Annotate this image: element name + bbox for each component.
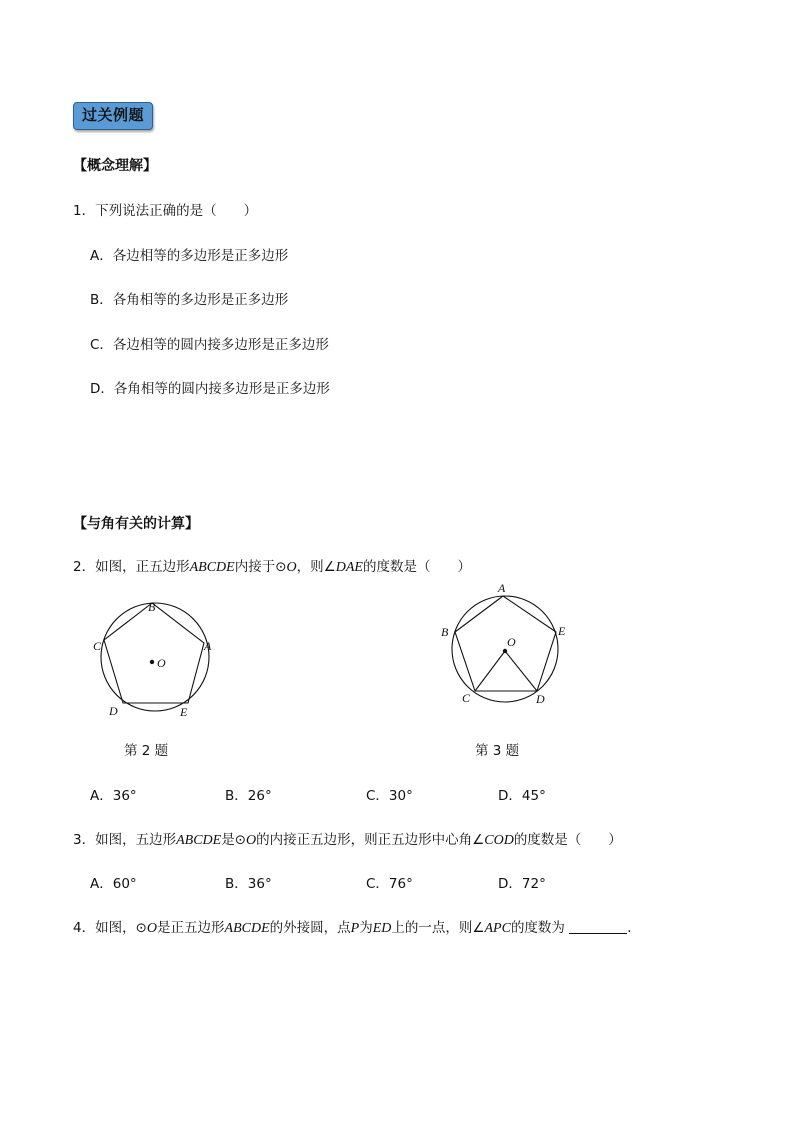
q4-text-7: ． [627,920,641,936]
question-1-option-d: D．各角相等的圆内接多边形是正多边形 [90,381,330,397]
question-3-option-a: A．60° [90,876,137,892]
fig3-label-b: B [441,625,449,639]
figure-3-pentagon-diagram [437,578,577,713]
fig2-label-e: E [180,705,188,719]
question-2-option-d: D．45° [498,788,546,804]
fig3-label-e: E [558,624,566,638]
q3-text-1: 3．如图，五边形 [73,832,177,848]
q3-text-3: 的内接正五边形，则正五边形中心角∠ [256,832,485,848]
question-1-stem: 1．下列说法正确的是（ ） [73,203,258,219]
q2-polygon-name: ABCDE [189,560,235,575]
q4-text-5: 上的一点，则∠ [391,920,485,936]
question-2-option-b: B．26° [225,788,272,804]
question-1-option-b: B．各角相等的多边形是正多边形 [90,292,289,308]
fig2-label-c: C [93,639,102,653]
question-2-option-c: C．30° [366,788,413,804]
q2-circle-name: O [286,560,297,575]
answer-blank[interactable] [569,919,627,934]
q2-text-3: ，则∠ [296,559,336,575]
fig3-label-c: C [462,691,471,705]
q2-text-2: 内接于⊙ [234,559,287,575]
fig2-label-o: O [157,656,166,670]
question-1-option-c: C．各边相等的圆内接多边形是正多边形 [90,337,329,353]
question-2-option-a: A．36° [90,788,137,804]
question-3-option-c: C．76° [366,876,413,892]
q3-text-4: 的度数是（ ） [513,832,622,848]
q3-angle-name: COD [484,833,514,848]
section-badge: 过关例题 [73,102,153,130]
question-3-option-d: D．72° [498,876,546,892]
q4-text-2: 是正五边形 [157,920,225,936]
question-3-option-b: B．36° [225,876,272,892]
fig2-label-a: A [204,639,212,653]
fig3-label-a: A [498,581,506,595]
question-1-option-a: A．各边相等的多边形是正多边形 [90,248,289,264]
q4-angle-name: APC [484,921,511,936]
q4-text-1: 4．如图，⊙ [73,920,147,936]
fig2-label-d: D [109,704,118,718]
q3-circle-name: O [246,833,257,848]
section-heading-angles: 【与角有关的计算】 [73,516,199,532]
fig3-label-o: O [507,635,516,649]
q4-arc-name: ED [372,921,392,936]
section-heading-concept: 【概念理解】 [73,158,157,174]
figure-3-caption: 第 3 题 [475,743,520,759]
fig3-label-d: D [536,692,545,706]
question-4-stem [73,919,641,938]
question-2-stem [73,558,471,577]
q4-text-4: 为 [359,920,373,936]
q3-polygon-name: ABCDE [176,833,222,848]
q2-text-4: 的度数是（ ） [362,559,471,575]
q2-angle-name: DAE [335,560,363,575]
q4-circle-name: O [146,921,158,936]
q4-text-3: 的外接圆，点 [269,920,351,936]
q3-text-2: 是⊙ [221,832,247,848]
fig2-label-b: B [148,600,156,614]
question-3-stem [73,831,622,850]
q4-text-6: 的度数为 [510,920,565,936]
q4-point-name: P [350,921,360,936]
figure-2-pentagon-diagram [90,596,230,726]
figure-2-caption: 第 2 题 [124,743,169,759]
q2-text-1: 2．如图，正五边形 [73,559,190,575]
q4-polygon-name: ABCDE [224,921,270,936]
